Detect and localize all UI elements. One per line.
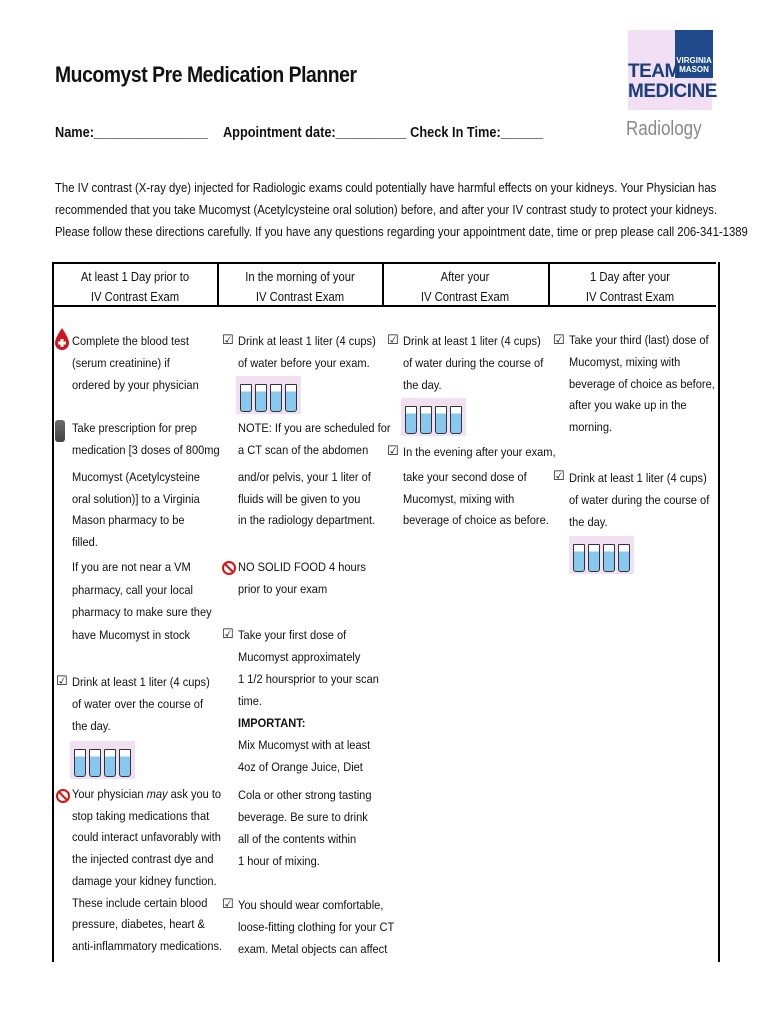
step-line: anti-inflammatory medications. [72,938,223,953]
step-line: ordered by your physician [72,378,199,392]
cup-icon [255,384,267,412]
team-medicine-wordmark [628,62,717,102]
step-line: Take your first dose of [238,628,347,642]
cup-icon [285,384,297,412]
step-line: NO SOLID FOOD 4 hours [238,560,366,574]
prescription-step-cont [72,467,200,553]
step-line: filled. [72,534,98,549]
step-line: of water over the course of [72,697,204,711]
step-line: You should wear comfortable, [238,898,384,912]
water-cups-icon [569,536,634,574]
no-solid-food-step [238,556,366,600]
step-text: Your physician [72,787,147,801]
water-cups-icon [236,376,301,414]
cup-icon [240,384,252,412]
radiology-label: Radiology [626,118,702,140]
step-line: prior to your exam [238,582,328,596]
water-cups-icon [401,398,466,436]
step-line: Drink at least 1 liter (4 cups) [72,675,210,689]
step-line: NOTE: If you are scheduled for [238,421,391,435]
third-dose-step [569,330,715,439]
drink-day-after-step [569,467,709,533]
step-line: Mucomyst approximately [238,650,361,664]
water-cups-icon [70,741,135,779]
step-line: Drink at least 1 liter (4 cups) [238,334,376,348]
drink-water-step [72,671,210,737]
checkbox-icon[interactable]: ☑ [553,333,565,348]
column-header-line: IV Contrast Exam [255,290,345,304]
step-line: in the radiology department. [238,513,376,527]
logo-medicine-text: MEDICINE [628,81,717,102]
step-line: all of the contents within [238,832,357,846]
checkbox-icon[interactable]: ☑ [222,627,234,642]
step-line: Mason pharmacy to be [72,513,185,527]
step-line: of water during the course of [569,493,710,507]
page-title: Mucomyst Pre Medication Planner [55,62,357,87]
step-line: could interact unfavorably with [72,830,221,845]
step-line: (serum creatinine) if [72,356,170,370]
blood-drop-icon [55,328,69,350]
step-line: time. [238,694,262,708]
medication-warning-step [72,784,222,958]
column-header-line: At least 1 Day prior to [80,270,190,284]
step-line: of water before your exam. [238,356,370,370]
cup-icon [119,749,131,777]
step-line: damage your kidney function. [72,873,217,888]
column-divider [548,262,550,307]
step-line: beverage of choice as before. [403,513,549,527]
step-line: of water during the course of [403,356,544,370]
step-line: Complete the blood test [72,334,189,348]
step-line: exam. Metal objects can affect [238,942,388,956]
check-in-time-field[interactable]: Check In Time:______ [410,125,544,141]
intro-paragraph [55,177,748,243]
clothing-step [238,894,394,960]
step-line: Drink at least 1 liter (4 cups) [569,471,707,485]
cup-icon [573,544,585,572]
drink-during-day-step [403,330,543,396]
column-header-line: IV Contrast Exam [585,290,675,304]
intro-line: recommended that you take Mucomyst (Acetylcysteine oral solution) before, and after your IV contrast study to protect your kidneys. [55,203,718,217]
name-field[interactable]: Name:________________ [55,125,208,141]
emphasis-text: may [146,787,168,801]
step-line: take your second dose of [403,470,527,484]
cup-icon [618,544,630,572]
checkbox-icon[interactable]: ☑ [387,444,399,459]
column-header-line: 1 Day after your [589,270,671,284]
step-line: Mucomyst, mixing with [569,354,681,369]
second-dose-step [403,467,549,532]
column-header-line: IV Contrast Exam [420,290,510,304]
cup-icon [89,749,101,777]
step-line: fluids will be given to you [238,491,361,506]
step-line: the day. [72,719,111,733]
step-line: the day. [569,515,608,529]
prescription-bottle-icon [55,420,65,442]
column-header-line: In the morning of your [245,270,355,284]
step-line: beverage of choice as before, [569,376,715,391]
prohibited-icon [222,561,236,575]
form-fields [55,125,556,141]
step-text: ask you to [167,787,222,801]
drink-before-exam-step [238,330,376,374]
column-header-day-before [63,267,207,307]
logo-team-text: TEAM [628,61,680,82]
cup-icon [74,749,86,777]
intro-line: The IV contrast (X-ray dye) injected for Radiologic exams could potentially have harmful effects on your kidneys. Your Physician has [55,181,717,195]
step-line: Cola or other strong tasting [238,788,372,802]
cup-icon [420,406,432,434]
step-line: If you are not near a VM [72,560,191,574]
step-line: medication [3 doses of 800mg [72,443,220,457]
important-label: IMPORTANT: [238,716,306,730]
first-dose-step [238,624,379,778]
column-header-line: IV Contrast Exam [90,290,180,304]
step-line: loose-fitting clothing for your CT [238,920,395,934]
step-line: have Mucomyst in stock [72,627,191,642]
cup-icon [405,406,417,434]
column-divider [217,262,219,307]
evening-step [403,441,556,463]
prohibited-icon [56,789,70,803]
pharmacy-step [72,556,212,646]
column-header-day-after [558,267,702,307]
step-line: 1 1/2 hoursprior to your scan [238,672,379,686]
step-line: beverage. Be sure to drink [238,810,368,824]
intro-line: Please follow these directions carefully. If you have any questions regarding your appointment date, time or prep please call 206-341-1389 [55,225,748,239]
column-header-line: After your [440,270,490,284]
step-line: stop taking medications that [72,808,210,823]
step-line: In the evening after your exam, [403,445,556,459]
checkbox-icon[interactable]: ☑ [222,897,234,912]
step-line: Drink at least 1 liter (4 cups) [403,334,541,348]
cup-icon [603,544,615,572]
checkbox-icon[interactable]: ☑ [56,674,68,689]
column-header-after-exam [393,267,537,307]
checkbox-icon[interactable]: ☑ [553,469,565,484]
step-line: Take your third (last) dose of [569,333,709,347]
cup-icon [588,544,600,572]
appointment-date-field[interactable]: Appointment date:__________ [222,125,407,141]
step-line: Mucomyst (Acetylcysteine [72,470,200,484]
checkbox-icon[interactable]: ☑ [387,333,399,348]
step-line: morning. [569,420,613,435]
step-line: Take prescription for prep [72,421,197,435]
step-line: Mix Mucomyst with at least [238,738,371,752]
step-line: the day. [403,378,442,392]
ct-note-step [238,417,391,461]
blood-test-step [72,330,199,396]
step-line: the injected contrast dye and [72,852,214,867]
ct-note-step-cont [238,467,375,532]
step-line: 4oz of Orange Juice, Diet [238,760,363,774]
mixing-instructions-step [238,784,371,872]
checkbox-icon[interactable]: ☑ [222,333,234,348]
cup-icon [270,384,282,412]
column-header-morning-of [228,267,372,307]
cup-icon [104,749,116,777]
step-line: pressure, diabetes, heart & [72,917,205,932]
step-line: pharmacy to make sure they [72,605,212,619]
cup-icon [450,406,462,434]
step-line: 1 hour of mixing. [238,854,320,868]
cup-icon [435,406,447,434]
step-line: pharmacy, call your local [72,582,193,597]
virginia-mason-logo: VIRGINIA MASON [675,30,713,78]
step-line: Mucomyst, mixing with [403,491,515,506]
step-line [72,784,222,806]
column-divider [382,262,384,307]
table-top-rule [52,262,716,264]
step-line: These include certain blood [72,895,208,910]
step-line: after you wake up in the [569,398,687,413]
prescription-step [72,417,220,461]
step-line: oral solution)] to a Virginia [72,491,200,506]
step-line: a CT scan of the abdomen [238,443,369,457]
step-line: and/or pelvis, your 1 liter of [238,470,371,484]
